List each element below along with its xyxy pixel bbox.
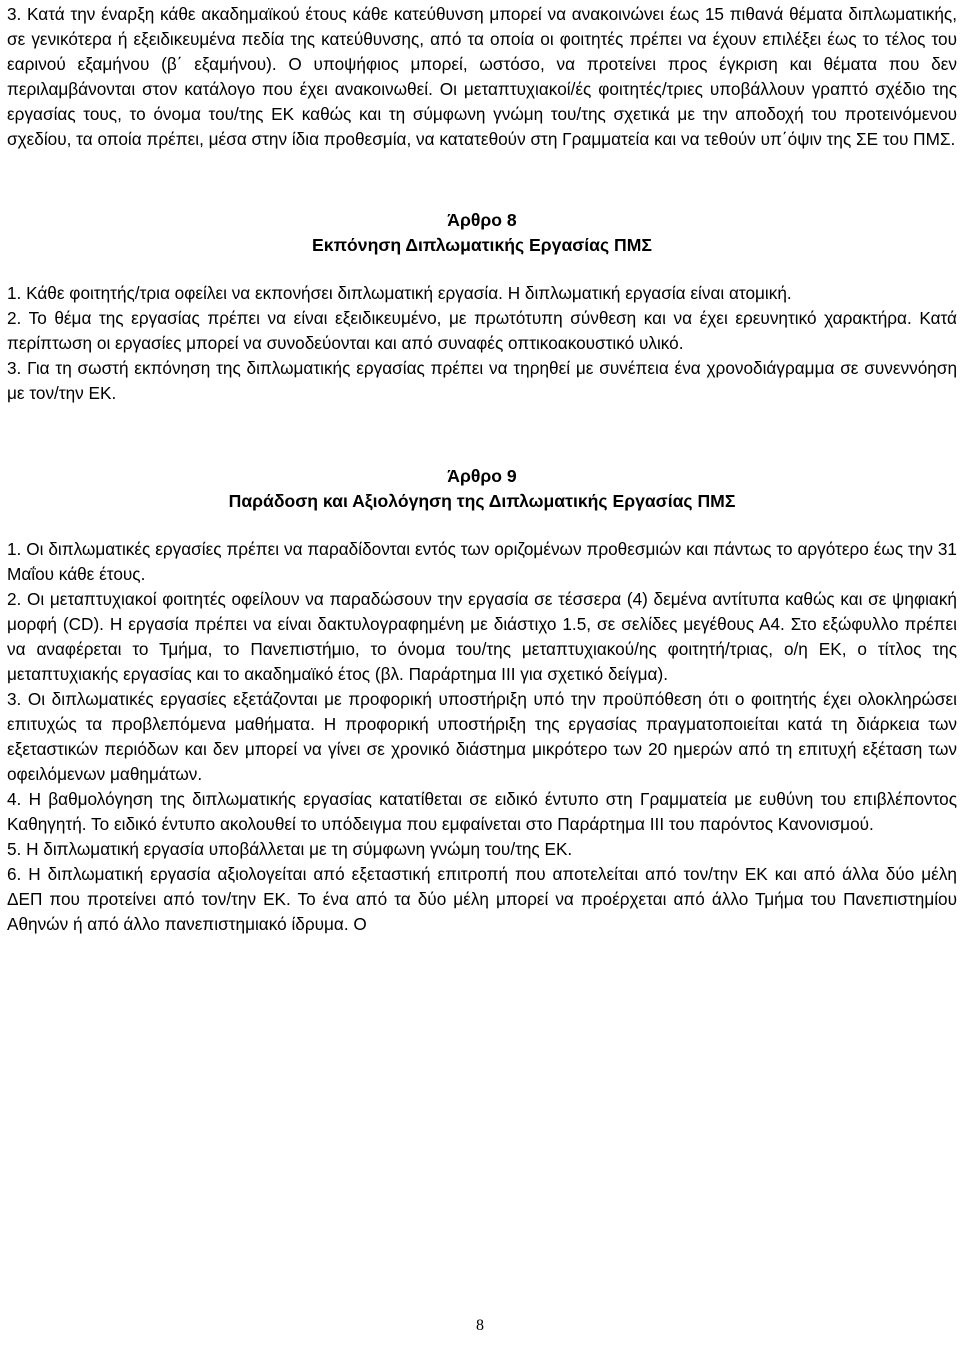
article-8-items [7, 281, 957, 406]
article-8-number: Άρθρο 8 [447, 210, 517, 230]
article-8-item-2: 2. Το θέμα της εργασίας πρέπει να είναι εξειδικευμένο, με πρωτότυπη σύνθεση και να έχει ερευνητικό χαρακτήρα. Κατά περίπτωση οι εργασίες μπορεί να συνοδεύονται και από συναφές οπτικοακουστικό υλικό. [7, 308, 957, 353]
article-8-title: Εκπόνηση Διπλωματικής Εργασίας ΠΜΣ [312, 235, 652, 255]
document-page [7, 0, 957, 937]
intro-paragraph: 3. Κατά την έναρξη κάθε ακαδημαϊκού έτους κάθε κατεύθυνση μπορεί να ανακοινώνει έως 15 πιθανά θέματα διπλωματικής, σε γενικότερα ή εξειδικευμένα πεδία της κατεύθυνσης, από τα οποία οι φοιτητές πρέπει να έχουν επιλέξει έως το τέλος του εαρινού εξαμήνου (β΄ εξαμήνου). Ο υποψήφιος μπορεί, ωστόσο, να προτείνει προς έγκριση και θέματα που δεν περιλαμβάνονται στον κατάλογο που έχει ανακοινωθεί. Οι μεταπτυχιακοί/ές φοιτητές/τριες υποβάλλουν γραπτό σχέδιο της εργασίας τους, το όνομα του/της ΕΚ καθώς και τη σύμφωνη γνώμη του/της σχετικά με την αποδοχή του προτεινόμενου σχεδίου, τα οποία πρέπει, μέσα στην ίδια προθεσμία, να κατατεθούν στη Γραμματεία και να τεθούν υπ΄όψιν της ΣΕ του ΠΜΣ. [7, 4, 957, 149]
article-9-item-2: 2. Οι μεταπτυχιακοί φοιτητές οφείλουν να παραδώσουν την εργασία σε τέσσερα (4) δεμένα αντίτυπα καθώς και σε ψηφιακή μορφή (CD). Η εργασία πρέπει να είναι δακτυλογραφημένη με διάστιχο 1.5, σε σελίδες μεγέθους Α4. Στο εξώφυλλο πρέπει να αναφέρεται το Τμήμα, το Πανεπιστήμιο, το όνομα του/της μεταπτυχιακού/ης φοιτητή/τριας, ο/η ΕΚ, ο τίτλος της μεταπτυχιακής εργασίας και το ακαδημαϊκό έτος (βλ. Παράρτημα ΙΙΙ για σχετικό δείγμα). [7, 589, 957, 684]
article-9-item-5: 5. Η διπλωματική εργασία υποβάλλεται με τη σύμφωνη γνώμη του/της ΕΚ. [7, 839, 573, 859]
article-9-item-6: 6. Η διπλωματική εργασία αξιολογείται από εξεταστική επιτροπή που αποτελείται από τον/την ΕΚ και από άλλα δύο μέλη ΔΕΠ που προτείνει από τον/την ΕΚ. Το ένα από τα δύο μέλη μπορεί να προέρχεται από άλλο Τμήμα του Πανεπιστημίου Αθηνών ή από άλλο πανεπιστημιακό ίδρυμα. Ο [7, 864, 957, 934]
article-8-item-1: 1. Κάθε φοιτητής/τρια οφείλει να εκπονήσει διπλωματική εργασία. Η διπλωματική εργασία είναι ατομική. [7, 283, 792, 303]
article-9-section [7, 464, 957, 937]
page-number: 8 [476, 1317, 484, 1334]
article-9-item-1: 1. Οι διπλωματικές εργασίες πρέπει να παραδίδονται εντός των οριζομένων προθεσμιών και πάντως το αργότερο έως την 31 Μαΐου κάθε έτους. [7, 539, 957, 584]
article-9-item-3: 3. Οι διπλωματικές εργασίες εξετάζονται με προφορική υποστήριξη υπό την προϋπόθεση ότι ο φοιτητής έχει ολοκληρώσει επιτυχώς τα προβλεπόμενα μαθήματα. Η προφορική υποστήριξη της εργασίας πραγματοποιείται κατά τη διάρκεια των εξεταστικών περιόδων και δεν μπορεί να γίνει σε χρονικό διάστημα μικρότερο των 20 ημερών από τη επιτυχή εξέταση των οφειλόμενων μαθημάτων. [7, 689, 957, 784]
article-9-items [7, 537, 957, 937]
article-9-number: Άρθρο 9 [447, 466, 517, 486]
article-9-title: Παράδοση και Αξιολόγηση της Διπλωματικής Εργασίας ΠΜΣ [228, 491, 736, 511]
article-8-section [7, 208, 957, 406]
article-9-item-4: 4. Η βαθμολόγηση της διπλωματικής εργασίας κατατίθεται σε ειδικό έντυπο στη Γραμματεία με ευθύνη του επιβλέποντος Καθηγητή. Το ειδικό έντυπο ακολουθεί το υπόδειγμα που εμφαίνεται στο Παράρτημα ΙΙΙ του παρόντος Κανονισμού. [7, 789, 957, 834]
article-8-item-3: 3. Για τη σωστή εκπόνηση της διπλωματικής εργασίας πρέπει να τηρηθεί με συνέπεια ένα χρονοδιάγραμμα σε συνεννόηση με τον/την ΕΚ. [7, 358, 957, 403]
